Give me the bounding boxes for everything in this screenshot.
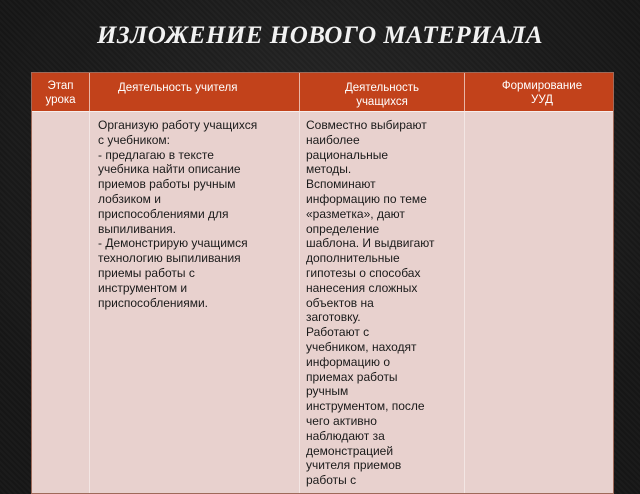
student-activity-line: информацию о bbox=[306, 354, 391, 369]
student-activity-line: нанесения сложных bbox=[306, 280, 418, 295]
cell-teacher-activity bbox=[90, 111, 300, 493]
teacher-activity-line: Организую работу учащихся bbox=[98, 118, 258, 132]
student-activity-line: Вспоминают bbox=[306, 177, 376, 192]
teacher-activity-line: приспособлениями. bbox=[98, 295, 208, 310]
cell-uud bbox=[465, 111, 613, 493]
teacher-activity-text bbox=[98, 118, 293, 310]
teacher-activity-line: с учебником: bbox=[98, 132, 170, 147]
student-activity-line: работы с bbox=[306, 473, 357, 488]
header-students-line-1: Деятельность bbox=[344, 82, 420, 94]
teacher-activity-line: приемов работы ручным bbox=[98, 177, 236, 192]
header-teacher-line-1: Деятельность учителя bbox=[118, 82, 238, 94]
lesson-table bbox=[31, 72, 614, 494]
student-activity-line: приемах работы bbox=[306, 369, 398, 384]
student-activity-line: Совместно выбирают bbox=[306, 118, 427, 132]
header-students bbox=[300, 73, 465, 111]
header-stage-line-1: Этап bbox=[47, 80, 74, 92]
teacher-activity-line: технологию выпиливания bbox=[98, 251, 241, 266]
student-activity-line: «разметка», дают bbox=[306, 206, 405, 221]
header-students-line-2: учащихся bbox=[356, 96, 408, 108]
slide-title: ИЗЛОЖЕНИЕ НОВОГО МАТЕРИАЛА bbox=[96, 22, 544, 49]
student-activity-line: информацию по теме bbox=[306, 191, 427, 206]
teacher-activity-line: выпиливания. bbox=[98, 221, 176, 236]
student-activity-line: учителя приемов bbox=[306, 458, 402, 473]
student-activity-line: чего активно bbox=[306, 413, 377, 428]
cell-stage bbox=[32, 111, 90, 493]
header-uud-line-1: Формирование bbox=[501, 80, 583, 92]
student-activity-line: гипотезы о способах bbox=[306, 265, 421, 280]
student-activity-line: ручным bbox=[306, 384, 349, 399]
student-activity-line: рациональные bbox=[306, 147, 389, 162]
header-stage-line-2: урока bbox=[45, 94, 76, 106]
student-activity-text bbox=[306, 118, 462, 488]
student-activity-line: Работают с bbox=[306, 325, 370, 340]
teacher-activity-line: - Демонстрирую учащимся bbox=[98, 236, 248, 251]
teacher-activity-line: учебника найти описание bbox=[98, 162, 241, 177]
student-activity-line: методы. bbox=[306, 162, 352, 177]
student-activity-line: учебником, находят bbox=[306, 339, 417, 354]
student-activity-line: наблюдают за bbox=[306, 428, 385, 443]
cell-student-activity bbox=[300, 111, 465, 493]
teacher-activity-line: приемы работы с bbox=[98, 265, 195, 280]
student-activity-line: определение bbox=[306, 221, 380, 236]
student-activity-line: шаблона. И выдвигают bbox=[306, 236, 435, 251]
teacher-activity-line: - предлагаю в тексте bbox=[98, 147, 214, 162]
student-activity-line: наиболее bbox=[306, 132, 360, 147]
student-activity-line: инструментом, после bbox=[306, 399, 425, 414]
student-activity-line: объектов на bbox=[306, 295, 374, 310]
teacher-activity-line: инструментом и bbox=[98, 280, 188, 295]
header-stage bbox=[32, 73, 90, 111]
header-uud-line-2: УУД bbox=[531, 94, 553, 106]
student-activity-line: демонстрацией bbox=[306, 443, 394, 458]
student-activity-line: заготовку. bbox=[306, 310, 361, 325]
header-teacher bbox=[90, 73, 300, 111]
student-activity-line: дополнительные bbox=[306, 251, 400, 266]
header-uud bbox=[465, 73, 613, 111]
teacher-activity-line: лобзиком и bbox=[98, 191, 161, 206]
teacher-activity-line: приспособлениями для bbox=[98, 206, 229, 221]
